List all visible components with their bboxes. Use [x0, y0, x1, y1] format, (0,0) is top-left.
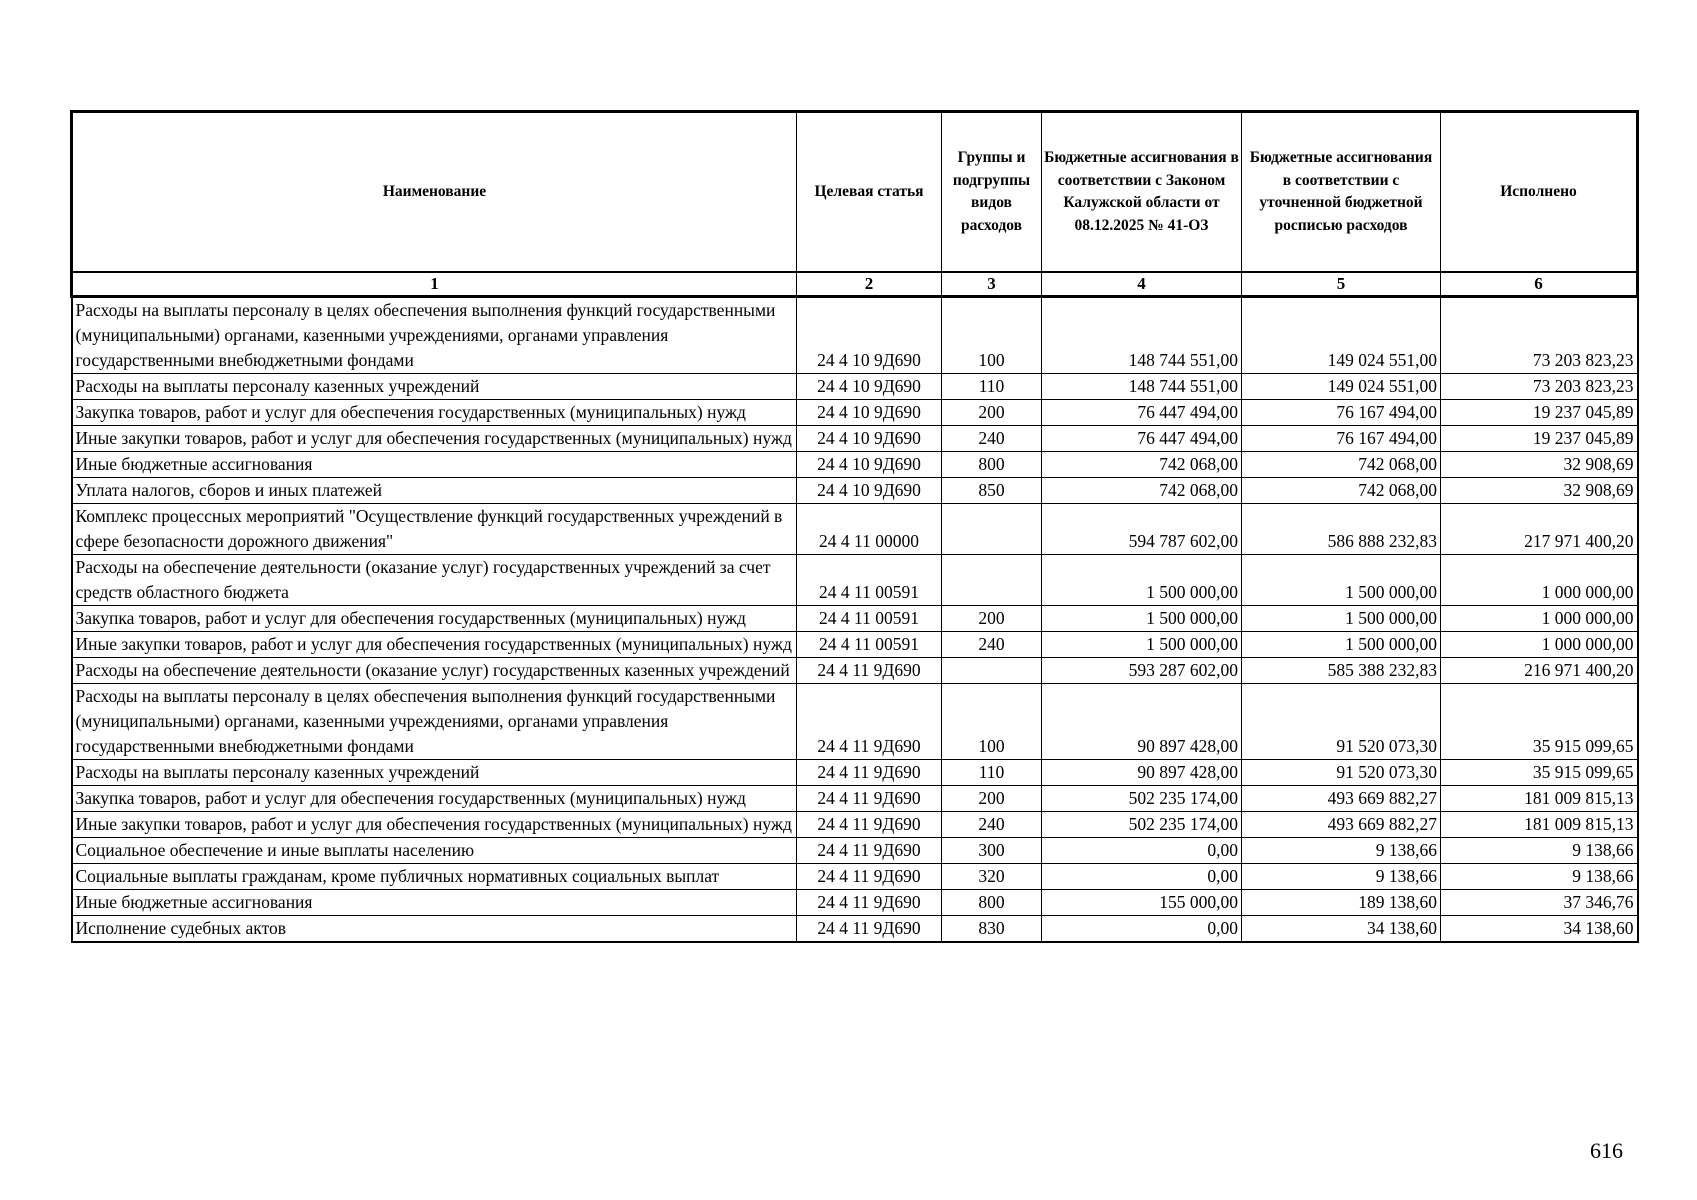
row-target-article-cell: 24 4 10 9Д690	[797, 478, 942, 504]
header-law-allocations: Бюджетные ассигнования в соответствии с Законом Калужской области от 08.12.2025 № 41-ОЗ	[1042, 112, 1242, 273]
column-number: 6	[1441, 272, 1638, 297]
row-name-cell: Иные бюджетные ассигнования	[72, 452, 797, 478]
row-plan-amount-cell: 149 024 551,00	[1242, 297, 1441, 374]
row-name-cell: Расходы на выплаты персоналу казенных учреждений	[72, 374, 797, 400]
header-executed: Исполнено	[1441, 112, 1638, 273]
row-target-article-cell: 24 4 11 00591	[797, 606, 942, 632]
row-target-article-cell: 24 4 11 9Д690	[797, 916, 942, 943]
row-law-amount-cell: 502 235 174,00	[1042, 812, 1242, 838]
row-expense-group-cell: 200	[942, 606, 1042, 632]
row-target-article-cell: 24 4 11 9Д690	[797, 812, 942, 838]
row-name-cell: Закупка товаров, работ и услуг для обеспечения государственных (муниципальных) нужд	[72, 786, 797, 812]
row-executed-amount-cell: 19 237 045,89	[1441, 426, 1638, 452]
header-target-article: Целевая статья	[797, 112, 942, 273]
row-name-cell: Расходы на обеспечение деятельности (оказание услуг) государственных учреждений за счет средств областного бюджета	[72, 555, 797, 606]
row-expense-group-cell: 240	[942, 426, 1042, 452]
row-law-amount-cell: 90 897 428,00	[1042, 684, 1242, 760]
row-law-amount-cell: 1 500 000,00	[1042, 606, 1242, 632]
row-expense-group-cell: 100	[942, 684, 1042, 760]
row-law-amount-cell: 0,00	[1042, 864, 1242, 890]
table-row	[72, 658, 1638, 684]
row-executed-amount-cell: 32 908,69	[1441, 452, 1638, 478]
row-law-amount-cell: 1 500 000,00	[1042, 555, 1242, 606]
row-target-article-cell: 24 4 11 00591	[797, 555, 942, 606]
row-plan-amount-cell: 586 888 232,83	[1242, 504, 1441, 555]
row-name-cell: Закупка товаров, работ и услуг для обеспечения государственных (муниципальных) нужд	[72, 400, 797, 426]
row-target-article-cell: 24 4 11 9Д690	[797, 760, 942, 786]
row-law-amount-cell: 742 068,00	[1042, 452, 1242, 478]
row-target-article-cell: 24 4 11 9Д690	[797, 890, 942, 916]
table-row	[72, 684, 1638, 760]
row-executed-amount-cell: 19 237 045,89	[1441, 400, 1638, 426]
row-law-amount-cell: 76 447 494,00	[1042, 426, 1242, 452]
table-row	[72, 632, 1638, 658]
row-target-article-cell: 24 4 10 9Д690	[797, 400, 942, 426]
table-row	[72, 786, 1638, 812]
table-row	[72, 452, 1638, 478]
table-row	[72, 606, 1638, 632]
row-executed-amount-cell: 9 138,66	[1441, 864, 1638, 890]
row-plan-amount-cell: 76 167 494,00	[1242, 426, 1441, 452]
header-row	[72, 112, 1638, 273]
row-target-article-cell: 24 4 11 9Д690	[797, 658, 942, 684]
row-expense-group-cell: 800	[942, 452, 1042, 478]
row-expense-group-cell: 200	[942, 786, 1042, 812]
row-expense-group-cell: 200	[942, 400, 1042, 426]
row-name-cell: Комплекс процессных мероприятий "Осуществление функций государственных учреждений в сфере безопасности дорожного движения"	[72, 504, 797, 555]
column-number: 5	[1242, 272, 1441, 297]
row-plan-amount-cell: 742 068,00	[1242, 478, 1441, 504]
row-law-amount-cell: 0,00	[1042, 838, 1242, 864]
row-plan-amount-cell: 1 500 000,00	[1242, 632, 1441, 658]
row-name-cell: Социальные выплаты гражданам, кроме публичных нормативных социальных выплат	[72, 864, 797, 890]
row-executed-amount-cell: 181 009 815,13	[1441, 786, 1638, 812]
row-expense-group-cell: 320	[942, 864, 1042, 890]
row-law-amount-cell: 502 235 174,00	[1042, 786, 1242, 812]
row-expense-group-cell: 830	[942, 916, 1042, 943]
page-number: 616	[1590, 1138, 1623, 1163]
row-plan-amount-cell: 189 138,60	[1242, 890, 1441, 916]
table-row	[72, 916, 1638, 943]
row-expense-group-cell: 300	[942, 838, 1042, 864]
row-expense-group-cell	[942, 658, 1042, 684]
row-plan-amount-cell: 1 500 000,00	[1242, 606, 1441, 632]
header-name: Наименование	[72, 112, 797, 273]
row-plan-amount-cell: 9 138,66	[1242, 838, 1441, 864]
row-law-amount-cell: 742 068,00	[1042, 478, 1242, 504]
row-target-article-cell: 24 4 11 9Д690	[797, 838, 942, 864]
row-executed-amount-cell: 1 000 000,00	[1441, 555, 1638, 606]
column-number: 4	[1042, 272, 1242, 297]
row-executed-amount-cell: 181 009 815,13	[1441, 812, 1638, 838]
row-executed-amount-cell: 216 971 400,20	[1441, 658, 1638, 684]
row-executed-amount-cell: 1 000 000,00	[1441, 606, 1638, 632]
column-number: 2	[797, 272, 942, 297]
row-executed-amount-cell: 9 138,66	[1441, 838, 1638, 864]
row-name-cell: Социальное обеспечение и иные выплаты населению	[72, 838, 797, 864]
row-name-cell: Расходы на выплаты персоналу казенных учреждений	[72, 760, 797, 786]
header-expense-groups: Группы и подгруппы видов расходов	[942, 112, 1042, 273]
row-plan-amount-cell: 91 520 073,30	[1242, 684, 1441, 760]
row-executed-amount-cell: 32 908,69	[1441, 478, 1638, 504]
table-row	[72, 297, 1638, 374]
row-law-amount-cell: 76 447 494,00	[1042, 400, 1242, 426]
row-name-cell: Исполнение судебных актов	[72, 916, 797, 943]
row-plan-amount-cell: 1 500 000,00	[1242, 555, 1441, 606]
row-plan-amount-cell: 149 024 551,00	[1242, 374, 1441, 400]
row-target-article-cell: 24 4 10 9Д690	[797, 426, 942, 452]
table-row	[72, 864, 1638, 890]
table-header	[72, 112, 1638, 297]
row-law-amount-cell: 0,00	[1042, 916, 1242, 943]
row-name-cell: Иные закупки товаров, работ и услуг для обеспечения государственных (муниципальных) нужд	[72, 812, 797, 838]
row-expense-group-cell: 110	[942, 760, 1042, 786]
row-executed-amount-cell: 73 203 823,23	[1441, 297, 1638, 374]
table-row	[72, 478, 1638, 504]
table-row	[72, 374, 1638, 400]
row-expense-group-cell: 110	[942, 374, 1042, 400]
table-row	[72, 838, 1638, 864]
row-expense-group-cell	[942, 555, 1042, 606]
column-number: 1	[72, 272, 797, 297]
table-row	[72, 555, 1638, 606]
row-target-article-cell: 24 4 11 9Д690	[797, 864, 942, 890]
row-executed-amount-cell: 217 971 400,20	[1441, 504, 1638, 555]
row-executed-amount-cell: 1 000 000,00	[1441, 632, 1638, 658]
table-row	[72, 400, 1638, 426]
row-executed-amount-cell: 37 346,76	[1441, 890, 1638, 916]
row-law-amount-cell: 593 287 602,00	[1042, 658, 1242, 684]
row-name-cell: Расходы на обеспечение деятельности (оказание услуг) государственных казенных учреждений	[72, 658, 797, 684]
row-plan-amount-cell: 742 068,00	[1242, 452, 1441, 478]
row-name-cell: Иные бюджетные ассигнования	[72, 890, 797, 916]
row-plan-amount-cell: 585 388 232,83	[1242, 658, 1441, 684]
row-expense-group-cell: 850	[942, 478, 1042, 504]
row-name-cell: Расходы на выплаты персоналу в целях обеспечения выполнения функций государственными (муниципальными) органами, казенными учреждениями, органами управления государственными внебюджетными фондами	[72, 297, 797, 374]
row-plan-amount-cell: 493 669 882,27	[1242, 812, 1441, 838]
table-row	[72, 426, 1638, 452]
row-law-amount-cell: 90 897 428,00	[1042, 760, 1242, 786]
row-expense-group-cell: 100	[942, 297, 1042, 374]
row-expense-group-cell: 800	[942, 890, 1042, 916]
table-row	[72, 760, 1638, 786]
row-law-amount-cell: 1 500 000,00	[1042, 632, 1242, 658]
row-target-article-cell: 24 4 11 9Д690	[797, 786, 942, 812]
row-target-article-cell: 24 4 10 9Д690	[797, 374, 942, 400]
row-executed-amount-cell: 35 915 099,65	[1441, 684, 1638, 760]
row-law-amount-cell: 155 000,00	[1042, 890, 1242, 916]
table-row	[72, 504, 1638, 555]
row-plan-amount-cell: 9 138,66	[1242, 864, 1441, 890]
row-plan-amount-cell: 91 520 073,30	[1242, 760, 1441, 786]
row-executed-amount-cell: 73 203 823,23	[1441, 374, 1638, 400]
row-target-article-cell: 24 4 10 9Д690	[797, 452, 942, 478]
row-executed-amount-cell: 34 138,60	[1441, 916, 1638, 943]
column-number: 3	[942, 272, 1042, 297]
budget-table	[70, 110, 1639, 943]
row-target-article-cell: 24 4 11 00591	[797, 632, 942, 658]
row-law-amount-cell: 148 744 551,00	[1042, 374, 1242, 400]
row-target-article-cell: 24 4 10 9Д690	[797, 297, 942, 374]
row-name-cell: Иные закупки товаров, работ и услуг для обеспечения государственных (муниципальных) нужд	[72, 632, 797, 658]
table-row	[72, 890, 1638, 916]
row-target-article-cell: 24 4 11 00000	[797, 504, 942, 555]
row-law-amount-cell: 148 744 551,00	[1042, 297, 1242, 374]
row-plan-amount-cell: 34 138,60	[1242, 916, 1441, 943]
row-name-cell: Закупка товаров, работ и услуг для обеспечения государственных (муниципальных) нужд	[72, 606, 797, 632]
table-body	[72, 297, 1638, 943]
row-expense-group-cell: 240	[942, 812, 1042, 838]
row-target-article-cell: 24 4 11 9Д690	[797, 684, 942, 760]
row-law-amount-cell: 594 787 602,00	[1042, 504, 1242, 555]
table-row	[72, 812, 1638, 838]
row-name-cell: Уплата налогов, сборов и иных платежей	[72, 478, 797, 504]
row-expense-group-cell	[942, 504, 1042, 555]
row-plan-amount-cell: 76 167 494,00	[1242, 400, 1441, 426]
row-name-cell: Иные закупки товаров, работ и услуг для обеспечения государственных (муниципальных) нужд	[72, 426, 797, 452]
row-name-cell: Расходы на выплаты персоналу в целях обеспечения выполнения функций государственными (муниципальными) органами, казенными учреждениями, органами управления государственными внебюджетными фондами	[72, 684, 797, 760]
header-plan-allocations: Бюджетные ассигнования в соответствии с уточненной бюджетной росписью расходов	[1242, 112, 1441, 273]
row-executed-amount-cell: 35 915 099,65	[1441, 760, 1638, 786]
row-expense-group-cell: 240	[942, 632, 1042, 658]
row-plan-amount-cell: 493 669 882,27	[1242, 786, 1441, 812]
column-number-row	[72, 272, 1638, 297]
